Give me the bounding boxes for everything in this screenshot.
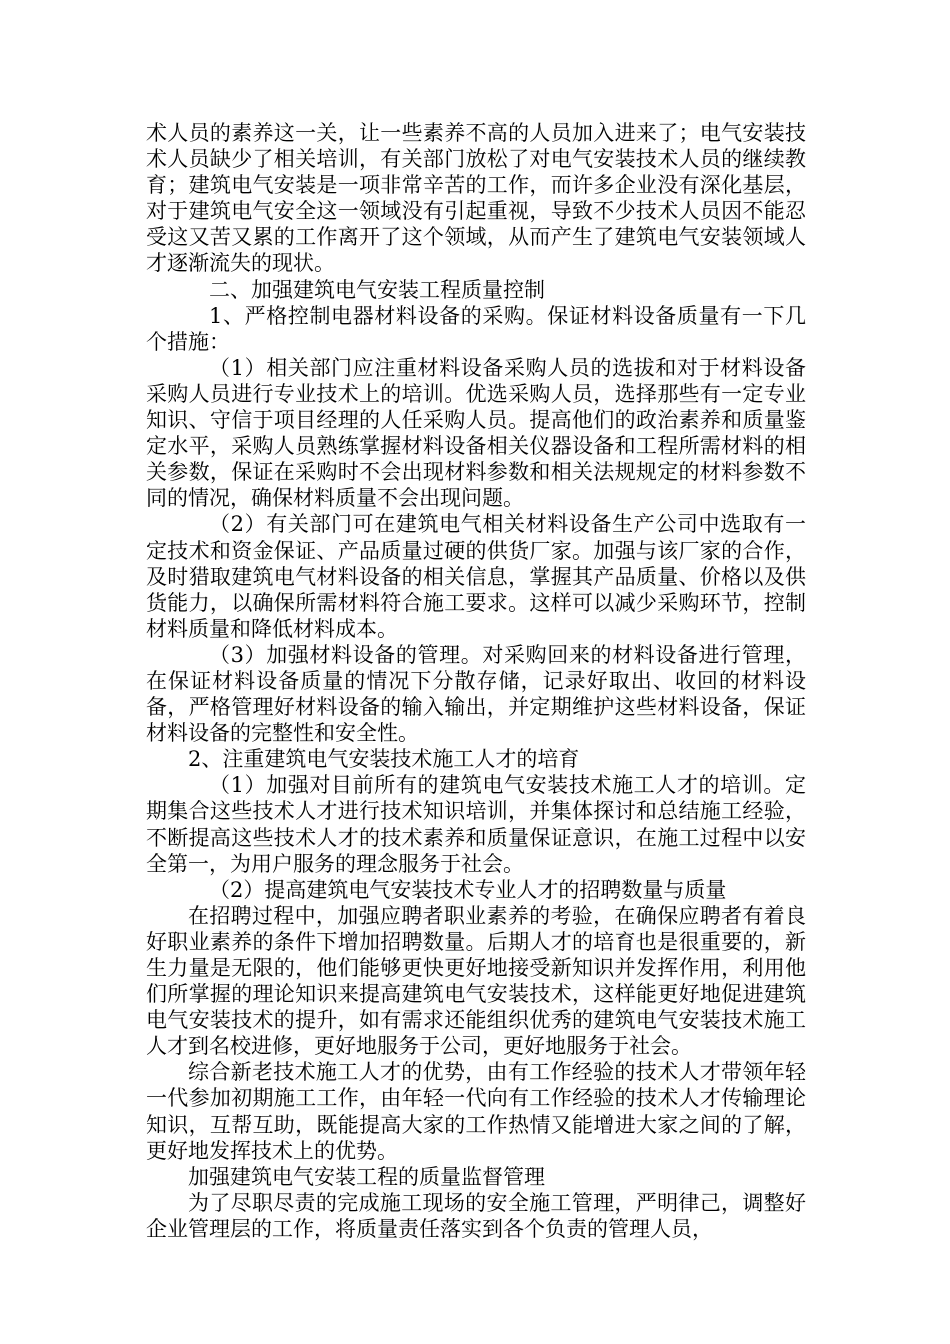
paragraph-safety-management: 为了尽职尽责的完成施工现场的安全施工管理，严明律己，调整好企业管理层的工作，将质量责任落实到各个负责的管理人员，: [146, 1190, 806, 1241]
paragraph-training: （1）加强对目前所有的建筑电气安装技术施工人才的培训。定期集合这些技术人才进行技术知识培训，并集体探讨和总结施工经验，不断提高这些技术人才的技术素养和质量保证意识，在施工过程中以安全第一，为用户服务的理念服务于社会。: [146, 773, 806, 876]
heading-talent-cultivation: 2、注重建筑电气安装技术施工人才的培育: [188, 747, 580, 772]
paragraph-talent-loss: 术人员的素养这一关，让一些素养不高的人员加入进来了；电气安装技术人员缺少了相关培训，有关部门放松了对电气安装技术人员的继续教育；建筑电气安装是一项非常辛苦的工作，而许多企业没有深化基层，对于建筑电气安全这一领域没有引起重视，导致不少技术人员因不能忍受这又苦又累的工作离开了这个领域，从而产生了建筑电气安装领域人才逐渐流失的现状。: [146, 121, 806, 276]
paragraph-recruitment-heading: （2）提高建筑电气安装技术专业人才的招聘数量与质量: [209, 877, 727, 902]
heading-quality-supervision: 加强建筑电气安装工程的质量监督管理: [188, 1164, 545, 1189]
document-page: [146, 120, 806, 1242]
paragraph-recruitment: 在招聘过程中，加强应聘者职业素养的考验，在确保应聘者有着良好职业素养的条件下增加招聘数量。后期人才的培育也是很重要的，新生力量是无限的，他们能够更快更好地接受新知识并发挥作用，利用他们所掌握的理论知识来提高建筑电气安装技术，这样能更好地促进建筑电气安装技术的提升，如有需求还能组织优秀的建筑电气安装技术施工人才到名校进修，更好地服务于公司，更好地服务于社会。: [146, 903, 806, 1059]
paragraph-measure-1: （1）相关部门应注重材料设备采购人员的选拔和对于材料设备采购人员进行专业技术上的培训。优选采购人员，选择那些有一定专业知识、守信于项目经理的人任采购人员。提高他们的政治素养和质量鉴定水平，采购人员熟练掌握材料设备相关仪器设备和工程所需材料的相关参数，保证在采购时不会出现材料参数和相关法规规定的材料参数不同的情况，确保材料质量不会出现问题。: [146, 355, 806, 511]
heading-quality-control: 二、加强建筑电气安装工程质量控制: [209, 277, 545, 302]
paragraph-mentoring: 综合新老技术施工人才的优势，由有工作经验的技术人才带领年轻一代参加初期施工工作，由年轻一代向有工作经验的技术人才传输理论知识，互帮互助，既能提高大家的工作热情又能增进大家之间的了解，更好地发挥技术上的优势。: [146, 1060, 806, 1163]
paragraph-measure-2: （2）有关部门可在建筑电气相关材料设备生产公司中选取有一定技术和资金保证、产品质量过硬的供货厂家。加强与该厂家的合作，及时猎取建筑电气材料设备的相关信息，掌握其产品质量、价格以及供货能力，以确保所需材料符合施工要求。这样可以减少采购环节，控制材料质量和降低材料成本。: [146, 512, 806, 641]
paragraph-measure-3: （3）加强材料设备的管理。对采购回来的材料设备进行管理，在保证材料设备质量的情况下分散存储，记录好取出、收回的材料设备，严格管理好材料设备的输入输出，并定期维护这些材料设备，保证材料设备的完整性和安全性。: [146, 642, 806, 746]
paragraph-procurement-control: 1、严格控制电器材料设备的采购。保证材料设备质量有一下几个措施：: [146, 303, 806, 354]
